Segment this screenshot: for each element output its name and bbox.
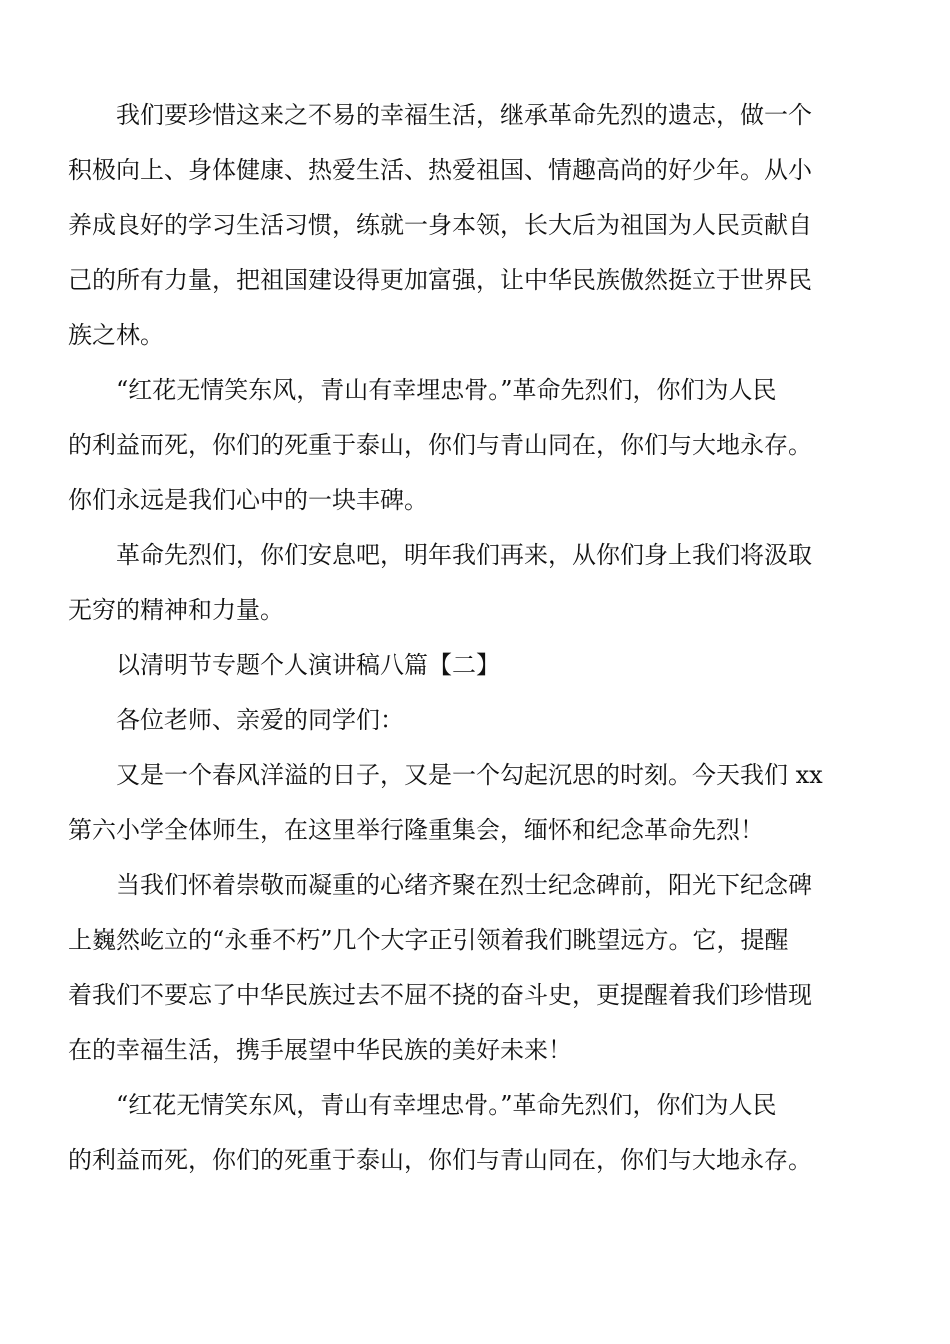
text-line: 的利益而死，你们的死重于泰山，你们与青山同在，你们与大地永存。 <box>68 431 812 459</box>
paragraph-monument <box>68 858 880 1078</box>
text-line: 无穷的精神和力量。 <box>68 596 284 624</box>
text-line: 又是一个春风洋溢的日子，又是一个勾起沉思的时刻。今天我们 xx <box>116 761 823 789</box>
text-line: 养成良好的学习生活习惯，练就一身本领，长大后为祖国为人民贡献自 <box>68 211 812 239</box>
text-line: 我们要珍惜这来之不易的幸福生活，继承革命先烈的遗志，做一个 <box>116 101 812 129</box>
text-line: 己的所有力量，把祖国建设得更加富强，让中华民族傲然挺立于世界民 <box>68 266 812 294</box>
text-line: 积极向上、身体健康、热爱生活、热爱祖国、情趣高尚的好少年。从小 <box>68 156 812 184</box>
paragraph-cherish-life <box>68 88 880 363</box>
text-line: 的利益而死，你们的死重于泰山，你们与青山同在，你们与大地永存。 <box>68 1146 812 1174</box>
section-heading <box>68 638 880 693</box>
salutation-text: 各位老师、亲爱的同学们： <box>116 706 404 734</box>
text-line: 着我们不要忘了中华民族过去不屈不挠的奋斗史，更提醒着我们珍惜现 <box>68 981 812 1009</box>
text-line: “红花无情笑东风，青山有幸埋忠骨。”革命先烈们，你们为人民 <box>116 376 777 404</box>
text-line: 在的幸福生活，携手展望中华民族的美好未来！ <box>68 1036 572 1064</box>
paragraph-red-flowers-quote <box>68 363 880 528</box>
salutation <box>68 693 880 748</box>
text-line: 当我们怀着崇敬而凝重的心绪齐聚在烈士纪念碑前，阳光下纪念碑 <box>116 871 812 899</box>
text-line: 族之林。 <box>68 321 164 349</box>
text-line: 你们永远是我们心中的一块丰碑。 <box>68 486 428 514</box>
paragraph-red-flowers-quote-repeat <box>68 1078 880 1188</box>
section-heading-text: 以清明节专题个人演讲稿八篇【二】 <box>116 651 500 679</box>
document-body <box>68 88 880 1188</box>
text-line: 第六小学全体师生，在这里举行隆重集会，缅怀和纪念革命先烈！ <box>68 816 764 844</box>
paragraph-spring-day <box>68 748 880 858</box>
paragraph-rest-in-peace <box>68 528 880 638</box>
text-line: 革命先烈们，你们安息吧，明年我们再来，从你们身上我们将汲取 <box>116 541 812 569</box>
text-line: 上巍然屹立的“永垂不朽”几个大字正引领着我们眺望远方。它，提醒 <box>68 926 789 954</box>
text-line: “红花无情笑东风，青山有幸埋忠骨。”革命先烈们，你们为人民 <box>116 1091 777 1119</box>
